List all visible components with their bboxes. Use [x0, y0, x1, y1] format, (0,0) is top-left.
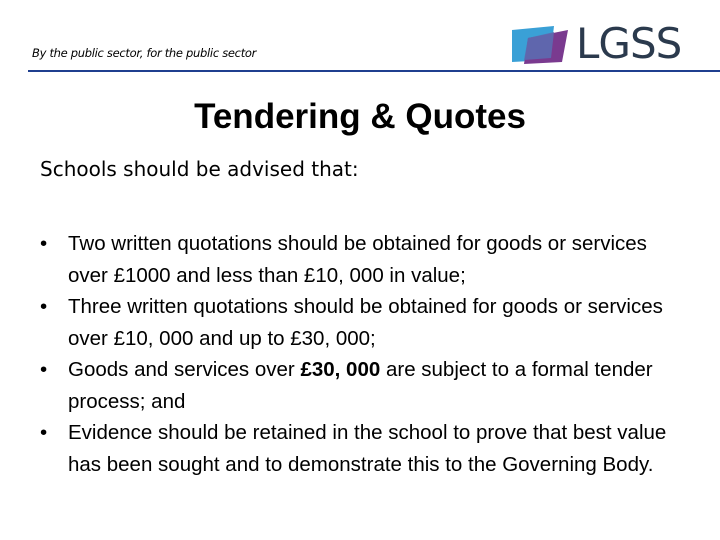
bullet-text: Evidence should be retained in the school to prove that best value has been sought and to demonstrate this to the Governing Body.: [68, 421, 667, 476]
slide-title: Tendering & Quotes: [194, 97, 526, 136]
bullet-text: Three written quotations should be obtained for goods or services over £10, 000 and up to £30, 000;: [68, 295, 663, 350]
bullet-item: [40, 228, 690, 291]
lgss-logo-mark-icon: [510, 24, 570, 64]
bullet-text: Two written quotations should be obtained for goods or services over £1000 and less than £10, 000 in value;: [68, 232, 647, 287]
logo-text: LGSS: [576, 19, 682, 68]
bullet-item: [40, 354, 690, 417]
bullet-text: Goods and services over: [68, 358, 301, 381]
header-divider: [28, 70, 720, 72]
bullet-item: [40, 417, 690, 480]
bullet-item: [40, 291, 690, 354]
bullet-icon: •: [40, 232, 48, 255]
bullet-icon: •: [40, 421, 48, 444]
bullet-list: [40, 228, 690, 480]
bullet-text: are subject to a formal tender process; and: [68, 358, 653, 413]
bullet-text-bold: £30, 000: [300, 358, 381, 381]
slide-subtitle: Schools should be advised that:: [40, 157, 359, 181]
tagline: By the public sector, for the public sector: [32, 46, 257, 60]
bullet-icon: •: [40, 295, 48, 318]
lgss-logo: [510, 18, 680, 70]
bullet-icon: •: [40, 358, 48, 381]
